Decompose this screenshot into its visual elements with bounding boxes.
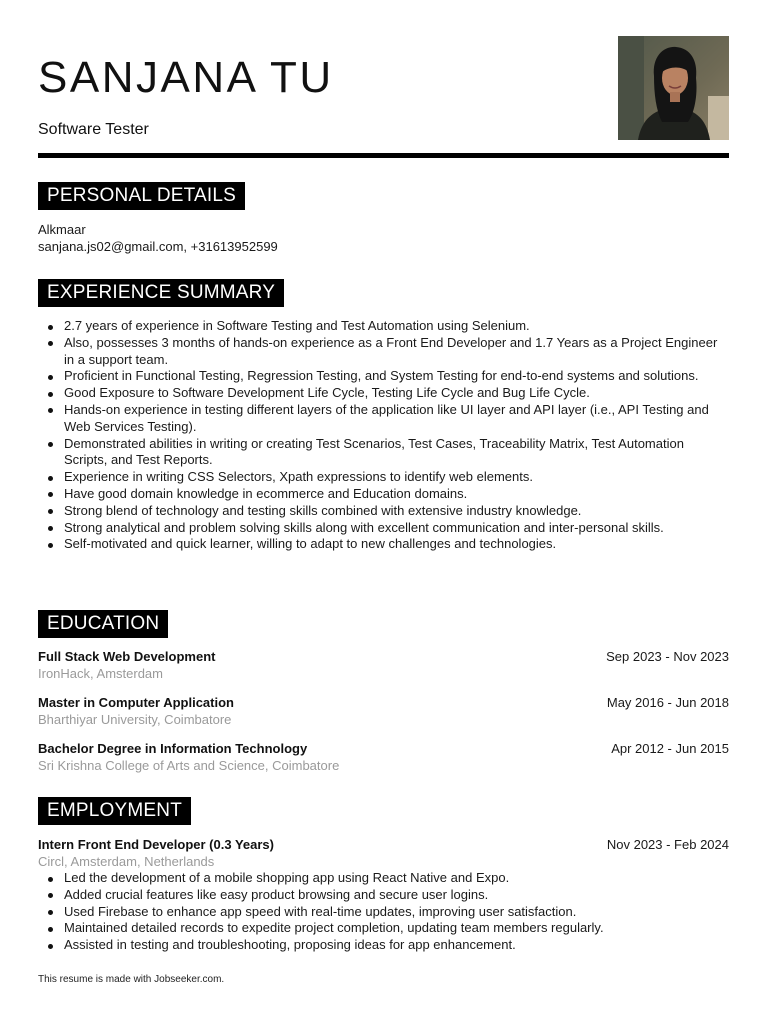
- bullet-icon: [48, 392, 53, 397]
- list-item-text: Self-motivated and quick learner, willing to adapt to new challenges and technologies.: [64, 536, 557, 552]
- list-item-text: Used Firebase to enhance app speed with real-time updates, improving user satisfaction.: [64, 903, 577, 919]
- profile-photo: [618, 36, 729, 140]
- list-item-text: Added crucial features like easy product browsing and secure user logins.: [64, 886, 489, 902]
- list-item-text: Proficient in Functional Testing, Regression Testing, and System Testing for end-to-end systems and solutions.: [64, 368, 699, 384]
- list-item: [38, 887, 718, 904]
- education-dates: May 2016 - Jun 2018: [606, 695, 729, 710]
- list-item: [38, 335, 718, 369]
- education-title: Bachelor Degree in Information Technology: [38, 741, 308, 756]
- list-item: [38, 920, 718, 937]
- list-item: [38, 503, 718, 520]
- list-item: [38, 937, 718, 954]
- bullet-icon: [48, 492, 53, 497]
- bullet-icon: [48, 442, 53, 447]
- education-place: IronHack, Amsterdam: [38, 666, 163, 681]
- job-title: Intern Front End Developer (0.3 Years): [38, 837, 274, 852]
- personal-city: Alkmaar: [38, 222, 86, 237]
- list-item-text: Have good domain knowledge in ecommerce and Education domains.: [64, 485, 468, 501]
- education-place: Sri Krishna College of Arts and Science, Coimbatore: [38, 758, 340, 773]
- bullet-icon: [48, 927, 53, 932]
- experience-summary-list: [38, 318, 718, 553]
- list-item-text: 2.7 years of experience in Software Testing and Test Automation using Selenium.: [64, 318, 530, 333]
- bullet-icon: [48, 944, 53, 949]
- list-item-text: Led the development of a mobile shopping app using React Native and Expo.: [64, 870, 510, 885]
- job-place: Circl, Amsterdam, Netherlands: [38, 854, 215, 869]
- education-place: Bharthiyar University, Coimbatore: [38, 712, 232, 727]
- list-item-text: Demonstrated abilities in writing or creating Test Scenarios, Test Cases, Traceability Matrix, Test Automation Scripts, and Test Reports.: [64, 435, 684, 468]
- bullet-icon: [48, 325, 53, 330]
- bullet-icon: [48, 877, 53, 882]
- experience-summary-heading: EXPERIENCE SUMMARY: [38, 279, 284, 307]
- list-item: [38, 904, 718, 921]
- list-item: [38, 368, 718, 385]
- education-dates: Apr 2012 - Jun 2015: [611, 741, 729, 756]
- education-entry: [38, 694, 729, 728]
- education-entry: [38, 740, 729, 774]
- list-item: [38, 385, 718, 402]
- education-heading: EDUCATION: [38, 610, 168, 638]
- education-title: Master in Computer Application: [38, 695, 234, 710]
- candidate-role: Software Tester: [38, 121, 149, 138]
- list-item: [38, 870, 718, 887]
- bullet-icon: [48, 476, 53, 481]
- list-item-text: Hands-on experience in testing different layers of the application like UI layer and API layer (i.e., API Testing and Web Services Testing).: [64, 401, 709, 434]
- employment-heading: EMPLOYMENT: [38, 797, 191, 825]
- list-item: [38, 469, 718, 486]
- list-item: [38, 318, 718, 335]
- bullet-icon: [48, 893, 53, 898]
- list-item-text: Strong analytical and problem solving skills along with excellent communication and inter-personal skills.: [64, 519, 664, 535]
- bullet-icon: [48, 526, 53, 531]
- education-title: Full Stack Web Development: [38, 649, 216, 664]
- employment-entry: [38, 836, 729, 870]
- candidate-name: SANJANA TU: [38, 53, 334, 102]
- bullet-icon: [48, 408, 53, 413]
- education-dates: Sep 2023 - Nov 2023: [606, 649, 729, 664]
- job-dates: Nov 2023 - Feb 2024: [606, 837, 729, 852]
- list-item: [38, 402, 718, 436]
- list-item-text: Maintained detailed records to expedite project completion, updating team members regularly.: [64, 920, 604, 936]
- bullet-icon: [48, 910, 53, 915]
- list-item: [38, 536, 718, 553]
- personal-contact: sanjana.js02@gmail.com, +31613952599: [38, 239, 278, 254]
- bullet-icon: [48, 375, 53, 380]
- bullet-icon: [48, 543, 53, 548]
- profile-photo-image: [618, 36, 729, 140]
- employment-duties-list: [38, 870, 718, 954]
- list-item: [38, 486, 718, 503]
- list-item: [38, 436, 718, 470]
- list-item-text: Experience in writing CSS Selectors, Xpath expressions to identify web elements.: [64, 469, 533, 485]
- list-item-text: Also, possesses 3 months of hands-on experience as a Front End Developer and 1.7 Years as a Project Engineer in a support team.: [64, 334, 718, 367]
- bullet-icon: [48, 509, 53, 514]
- list-item: [38, 520, 718, 537]
- personal-details-heading: PERSONAL DETAILS: [38, 182, 245, 210]
- education-entry: [38, 648, 729, 682]
- list-item-text: Good Exposure to Software Development Life Cycle, Testing Life Cycle and Bug Life Cycle.: [64, 385, 590, 401]
- list-item-text: Strong blend of technology and testing skills combined with extensive industry knowledge.: [64, 502, 582, 518]
- list-item-text: Assisted in testing and troubleshooting, proposing ideas for app enhancement.: [64, 937, 516, 953]
- bullet-icon: [48, 341, 53, 346]
- footer-note: This resume is made with Jobseeker.com.: [38, 974, 225, 985]
- header-divider: [38, 153, 729, 158]
